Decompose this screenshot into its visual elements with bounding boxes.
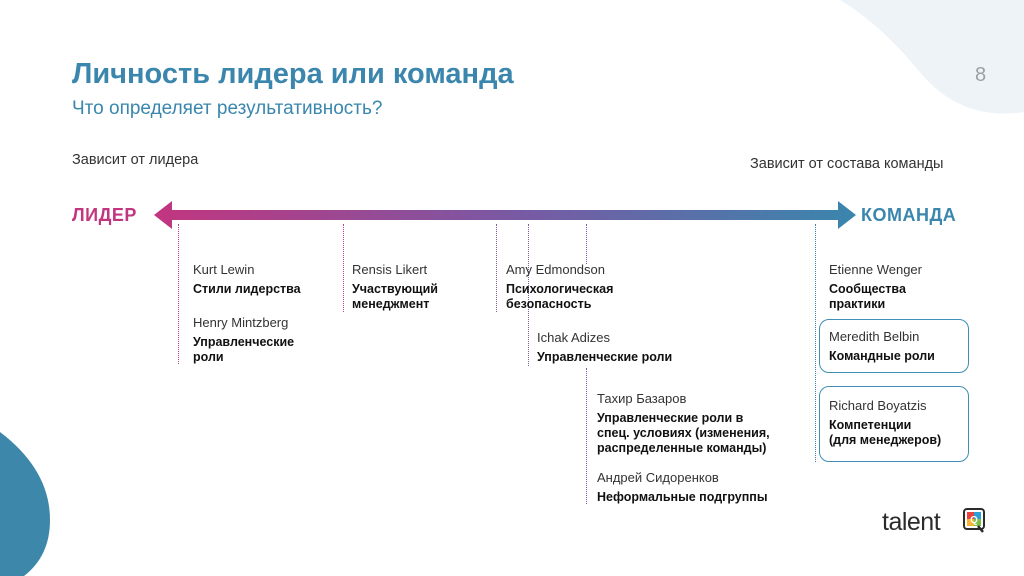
author-name: Kurt Lewin — [193, 262, 255, 277]
author-item — [193, 315, 294, 365]
author-name: Тахир Базаров — [597, 391, 687, 406]
right-caption: Зависит от состава команды — [750, 156, 944, 172]
marker-line — [496, 224, 497, 312]
author-item — [829, 329, 935, 364]
author-name: Etienne Wenger — [829, 262, 922, 277]
author-desc: Сообщества практики — [829, 282, 906, 311]
author-item — [352, 262, 438, 312]
talentq-logo-mark — [963, 508, 985, 534]
author-desc: Управленческие роли — [537, 350, 673, 364]
marker-line — [586, 224, 587, 264]
author-item — [537, 330, 672, 365]
slide-title: Личность лидера или команда — [72, 58, 514, 90]
marker-line — [178, 224, 179, 364]
author-name: Андрей Сидоренков — [597, 470, 719, 485]
author-item — [597, 391, 770, 456]
page-number: 8 — [975, 64, 987, 86]
marker-line — [586, 368, 587, 504]
author-item — [829, 262, 922, 312]
double-arrow-shape — [154, 201, 856, 229]
author-name: Richard Boyatzis — [829, 398, 927, 413]
top-right-blob — [840, 0, 1024, 114]
author-desc: Управленческие роли — [193, 335, 295, 364]
author-desc: Психологическая безопасность — [506, 282, 614, 311]
author-desc: Компетенции (для менеджеров) — [829, 418, 942, 447]
author-name: Meredith Belbin — [829, 329, 920, 344]
author-desc: Командные роли — [829, 349, 935, 363]
author-name: Ichak Adizes — [537, 330, 610, 345]
author-item — [193, 262, 301, 297]
scale-arrow — [150, 198, 860, 232]
slide-subtitle: Что определяет результативность? — [72, 98, 383, 119]
talentq-logo-text: talent — [882, 508, 941, 536]
author-name: Amy Edmondson — [506, 262, 605, 277]
bottom-left-blob — [0, 432, 50, 576]
author-desc: Стили лидерства — [193, 282, 301, 296]
author-item — [829, 398, 941, 448]
author-item — [506, 262, 613, 312]
author-name: Henry Mintzberg — [193, 315, 289, 330]
logo-q-letter: Q — [970, 515, 978, 526]
author-desc: Неформальные подгруппы — [597, 490, 768, 504]
author-name: Rensis Likert — [352, 262, 428, 277]
author-desc: Участвующий менеджмент — [352, 282, 438, 311]
leader-label: ЛИДЕР — [72, 205, 137, 225]
author-item — [597, 470, 768, 505]
author-desc: Управленческие роли в спец. условиях (изменения, распределенные команды) — [597, 411, 770, 455]
team-label: КОМАНДА — [861, 205, 957, 225]
marker-line — [815, 224, 816, 462]
marker-line — [343, 224, 344, 312]
left-caption: Зависит от лидера — [72, 152, 199, 168]
